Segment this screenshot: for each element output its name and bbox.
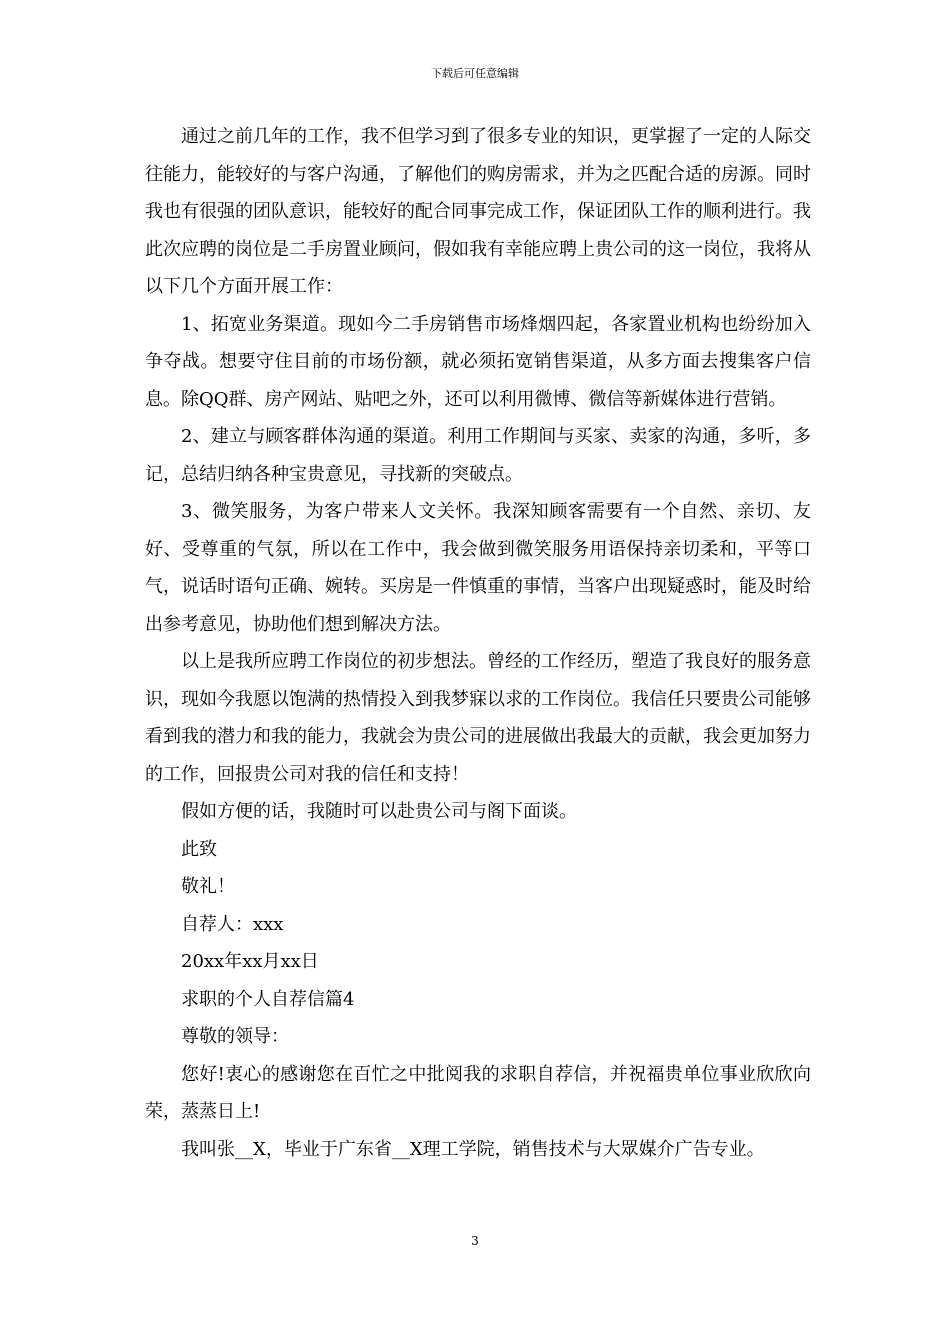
salute-line: 敬礼！: [181, 876, 235, 897]
page-header: 下载后可任意编辑: [431, 67, 519, 80]
page-number: 3: [471, 1234, 479, 1248]
paragraph-summary: 以上是我所应聘工作岗位的初步想法。曾经的工作经历，塑造了我良好的服务意识，现如今我愿以饱满的热情投入到我梦寐以求的工作岗位。我信任只要贵公司能够看到我的潜力和我的能力，我就会为贵公司的进展做出我最大的贡献，我会更加努力的工作，回报贵公司对我的信任和支持！: [145, 651, 811, 785]
signer-line: 自荐人：xxx: [181, 913, 284, 935]
greeting-line: 尊敬的领导：: [181, 1026, 289, 1047]
paragraph-point-1: 1、拓宽业务渠道。现如今二手房销售市场烽烟四起，各家置业机构也纷纷加入争夺战。想要守住目前的市场份额，就必须拓宽销售渠道，从多方面去搜集客户信息。除QQ群、房产网站、贴吧之外，还可以利用微博、微信等新媒体进行营销。: [145, 313, 811, 410]
section-title: 求职的个人自荐信篇4: [181, 988, 355, 1010]
paragraph-point-2: 2、建立与顾客群体沟通的渠道。利用工作期间与买家、卖家的沟通，多听，多记，总结归纳各种宝贵意见，寻找新的突破点。: [145, 426, 811, 485]
closing-line: 此致: [181, 838, 217, 860]
paragraph-introduction: 我叫张__X，毕业于广东省__X理工学院，销售技术与大眾媒介广告专业。: [181, 1138, 765, 1160]
paragraph-interview: 假如方便的话，我随时可以赴贵公司与阁下面谈。: [181, 801, 577, 822]
paragraph-experience: 通过之前几年的工作，我不但学习到了很多专业的知识，更掌握了一定的人际交往能力，能较好的与客户沟通，了解他们的购房需求，并为之匹配合适的房源。同时我也有很强的团队意识，能较好的配合同事完成工作，保证团队工作的顺利进行。我此次应聘的岗位是二手房置业顾问，假如我有幸能应聘上贵公司的这一岗位，我将从以下几个方面开展工作：: [145, 126, 811, 297]
document-body: [145, 118, 811, 1168]
paragraph-point-3: 3、微笑服务，为客户带来人文关怀。我深知顾客需要有一个自然、亲切、友好、受尊重的气氛，所以在工作中，我会做到微笑服务用语保持亲切柔和，平等口气，说话时语句正确、婉转。买房是一件慎重的事情，当客户出现疑惑时，能及时给出参考意见，协助他们想到解决方法。: [145, 501, 811, 635]
paragraph-thanks: 您好!衷心的感谢您在百忙之中批阅我的求职自荐信，并祝福贵单位事业欣欣向荣，蒸蒸日上!: [145, 1063, 811, 1122]
date-line: 20xx年xx月xx日: [181, 951, 319, 972]
